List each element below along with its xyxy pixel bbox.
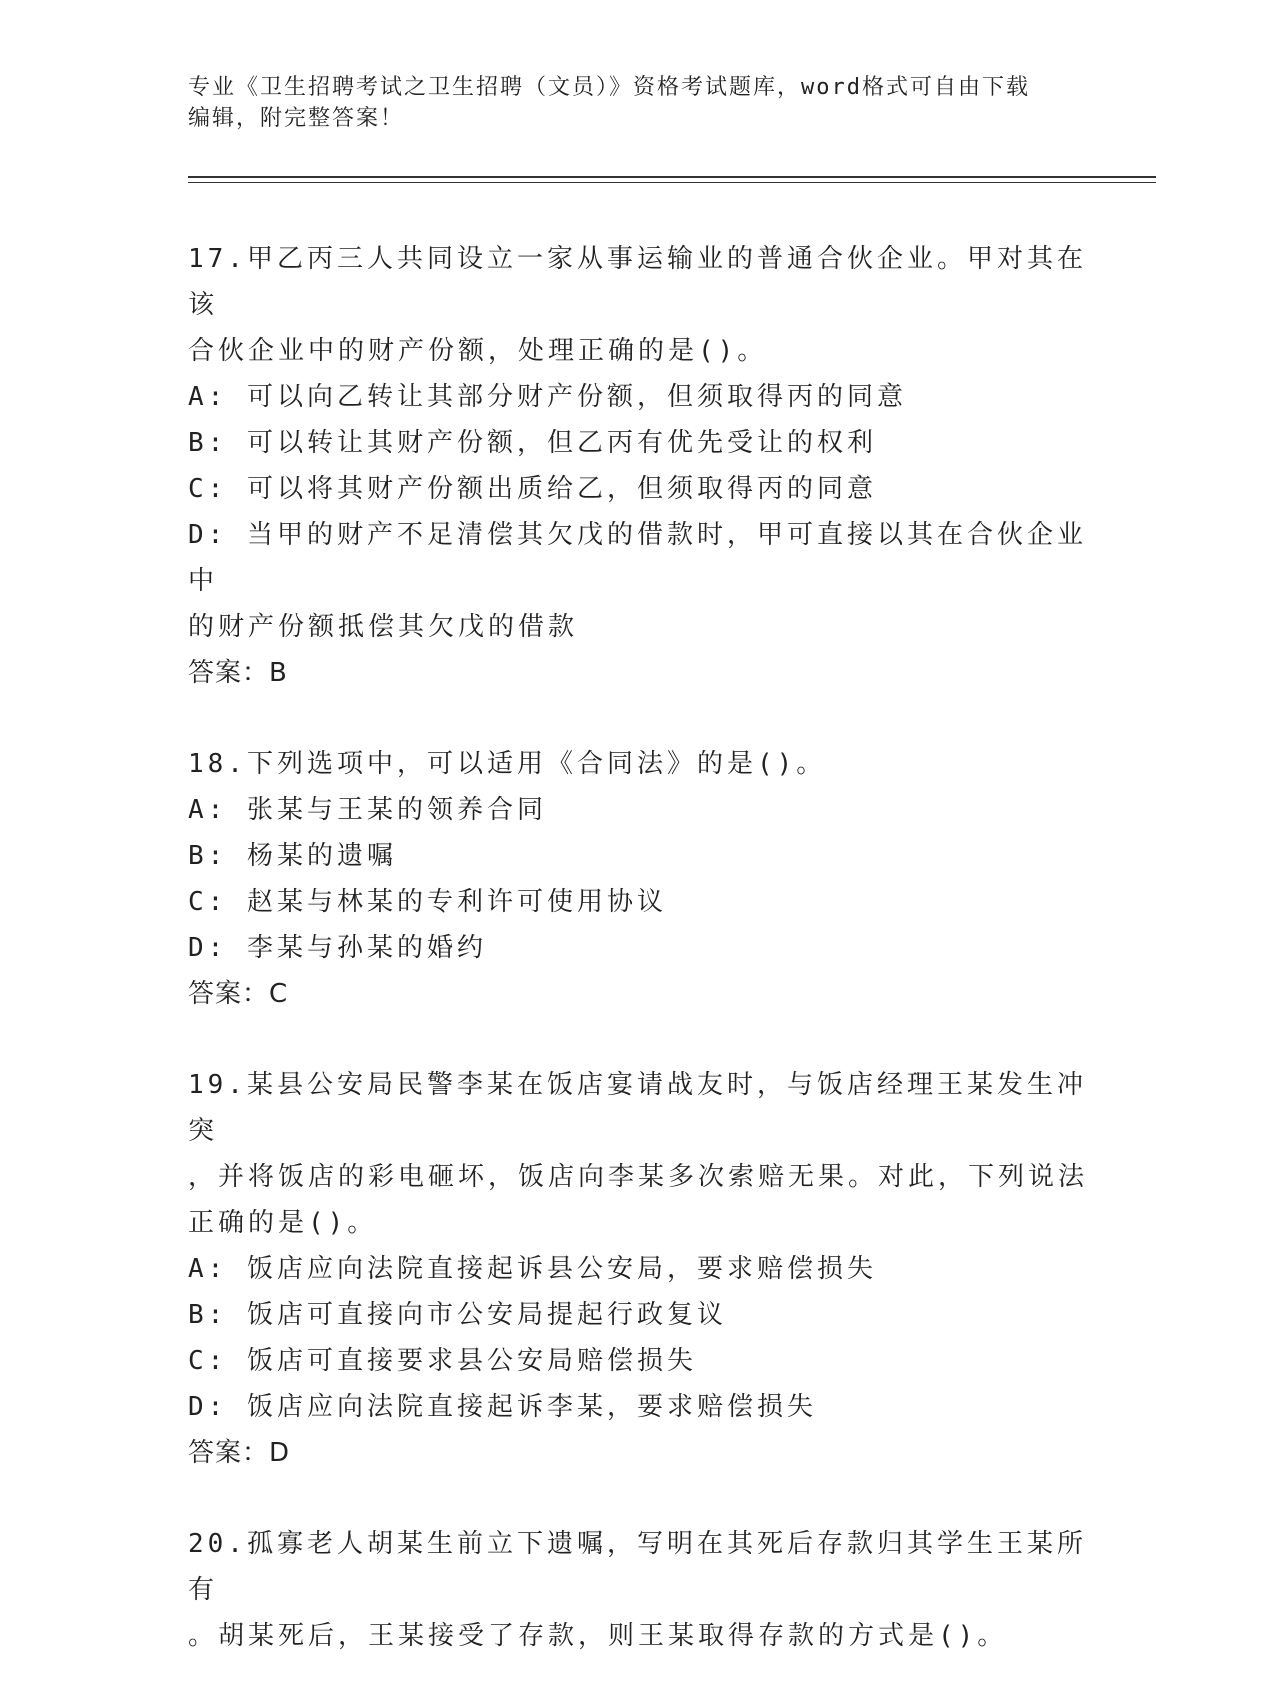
- question-text-line: 合伙企业中的财产份额，处理正确的是()。: [188, 336, 768, 366]
- option-text: 饭店应向法院直接起诉县公安局，要求赔偿损失: [246, 1254, 877, 1284]
- option-c: [188, 1338, 1088, 1384]
- option-b: [188, 420, 1088, 466]
- option-c: [188, 879, 1088, 925]
- question-item: [188, 1521, 1088, 1659]
- document-header: [188, 72, 1068, 134]
- question-text-line: 17.甲乙丙三人共同设立一家从事运输业的普通合伙企业。甲对其在该: [188, 244, 1087, 320]
- header-line-2: 编辑，附完整答案！: [188, 106, 405, 131]
- option-a: [188, 787, 1088, 833]
- answer-line: 答案：C: [188, 979, 289, 1009]
- option-key: B:: [188, 1300, 228, 1330]
- option-key: C:: [188, 887, 228, 917]
- option-text: 的财产份额抵偿其欠戊的借款: [188, 612, 579, 642]
- option-text: 杨某的遗嘱: [246, 841, 397, 871]
- option-text: 赵某与林某的专利许可使用协议: [246, 887, 667, 917]
- option-key: D:: [188, 933, 228, 963]
- header-rule-thin: [188, 182, 1156, 183]
- question-text-line: 19.某县公安局民警李某在饭店宴请战友时，与饭店经理王某发生冲突: [188, 1070, 1087, 1146]
- question-text-line: ，并将饭店的彩电砸坏，饭店向李某多次索赔无果。对此，下列说法: [188, 1162, 1089, 1192]
- option-key: D:: [188, 1392, 228, 1422]
- question-list: [188, 236, 1088, 1704]
- question-item: [188, 236, 1088, 696]
- header-line-1: 专业《卫生招聘考试之卫生招聘（文员）》资格考试题库，word格式可自由下载: [188, 75, 1030, 100]
- answer-line: 答案：B: [188, 658, 288, 688]
- option-key: A:: [188, 382, 228, 412]
- option-b: [188, 833, 1088, 879]
- question-text-line: 。胡某死后，王某接受了存款，则王某取得存款的方式是()。: [188, 1621, 1008, 1651]
- answer-line: 答案：D: [188, 1438, 291, 1468]
- header-rule-thick: [188, 176, 1156, 178]
- option-a: [188, 1246, 1088, 1292]
- option-d: [188, 1384, 1088, 1430]
- option-key: C:: [188, 1346, 228, 1376]
- question-text-line: 20.孤寡老人胡某生前立下遗嘱，写明在其死后存款归其学生王某所有: [188, 1529, 1087, 1605]
- option-key: B:: [188, 428, 228, 458]
- option-text: 可以将其财产份额出质给乙，但须取得丙的同意: [246, 474, 877, 504]
- option-key: A:: [188, 795, 228, 825]
- option-key: D:: [188, 520, 228, 550]
- option-text: 饭店可直接向市公安局提起行政复议: [246, 1300, 727, 1330]
- option-d: [188, 925, 1088, 971]
- option-text: 可以向乙转让其部分财产份额，但须取得丙的同意: [246, 382, 907, 412]
- option-a: [188, 374, 1088, 420]
- option-text: 饭店可直接要求县公安局赔偿损失: [246, 1346, 697, 1376]
- option-key: C:: [188, 474, 228, 504]
- option-c: [188, 466, 1088, 512]
- option-key: B:: [188, 841, 228, 871]
- option-text: 当甲的财产不足清偿其欠戊的借款时，甲可直接以其在合伙企业中: [188, 520, 1087, 596]
- option-text: 李某与孙某的婚约: [246, 933, 487, 963]
- option-text: 可以转让其财产份额，但乙丙有优先受让的权利: [246, 428, 877, 458]
- option-d: [188, 512, 1088, 604]
- option-key: A:: [188, 1254, 228, 1284]
- question-item: [188, 1062, 1088, 1476]
- option-text: 张某与王某的领养合同: [246, 795, 547, 825]
- option-b: [188, 1292, 1088, 1338]
- question-text-line: 正确的是()。: [188, 1208, 378, 1238]
- option-d-continued: [188, 604, 1088, 650]
- question-item: [188, 741, 1088, 1017]
- option-text: 饭店应向法院直接起诉李某，要求赔偿损失: [246, 1392, 817, 1422]
- question-text-line: 18.下列选项中，可以适用《合同法》的是()。: [188, 749, 827, 779]
